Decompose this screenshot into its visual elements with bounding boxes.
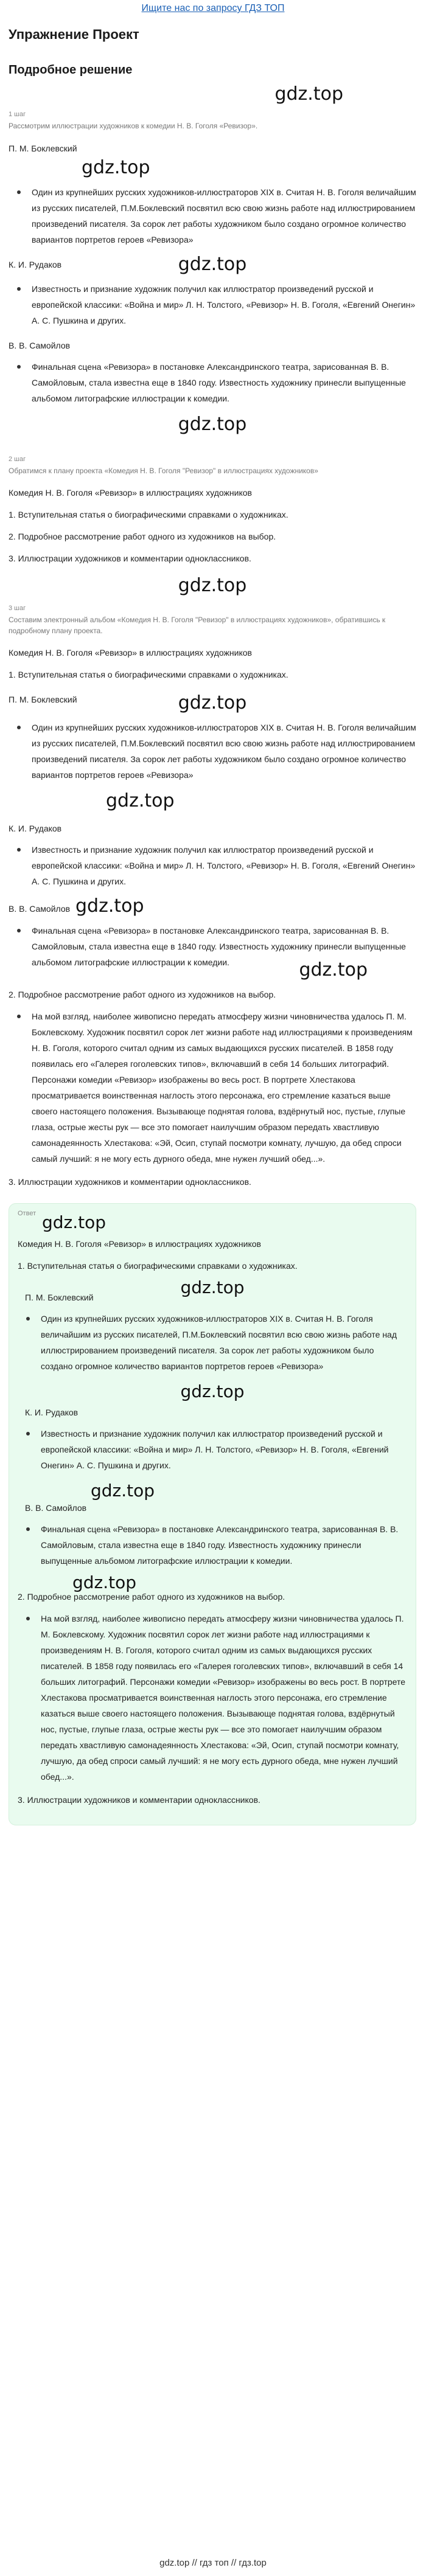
answer-heading: Комедия Н. В. Гоголя «Ревизор» в иллюстрациях художников	[18, 1239, 261, 1249]
watermark: gdz.top	[72, 1572, 137, 1592]
artist-bio: Один из крупнейших русских художников-иллюстраторов XIX в. Считая Н. В. Гоголя величайшим из русских писателей, П.М.Боклевский посвятил всю свою жизнь работе над иллюстрированием произведений писателя. За сорок лет работы художником было создано огромное количество вариантов портретов героев «Ревизора»	[9, 720, 416, 783]
artist-name: К. И. Рудаков	[25, 1408, 79, 1417]
album-item: 2. Подробное рассмотрение работ одного из художников на выбор.	[9, 990, 276, 999]
artist-name: П. М. Боклевский	[25, 1293, 94, 1302]
plan-heading: Комедия Н. В. Гоголя «Ревизор» в иллюстрациях художников	[9, 488, 252, 498]
artist-bio: Финальная сцена «Ревизора» в постановке Александринского театра, зарисованная В. В. Самойловым, стала известна еще в 1840 году. Известность художнику принесли выпущенные альбомом литографские иллюстрации к комедии.	[9, 359, 416, 406]
watermark: gdz.top	[178, 575, 247, 596]
artist-name: В. В. Самойлов	[9, 341, 71, 350]
watermark: gdz.top	[178, 254, 247, 275]
watermark: gdz.top	[106, 790, 175, 811]
artist-bio: Финальная сцена «Ревизора» в постановке Александринского театра, зарисованная В. В. Самойловым, стала известна еще в 1840 году. Известность художнику принесли выпущенные альбомом литографские иллюстрации к комедии.	[18, 1521, 407, 1569]
step-2-description: Обратимся к плану проекта «Комедия Н. В. Гоголя "Ревизор" в иллюстрациях художников»	[9, 467, 318, 475]
watermark: gdz.top	[178, 414, 247, 435]
watermark: gdz.top	[75, 895, 144, 917]
artist-name: К. И. Рудаков	[9, 824, 62, 833]
plan-item: 2. Подробное рассмотрение работ одного из художников на выбор.	[9, 532, 276, 541]
album-item: 1. Вступительная статья о биографическими справками о художниках.	[9, 670, 288, 679]
answer-item: 2. Подробное рассмотрение работ одного из художников на выбор.	[18, 1592, 285, 1602]
plan-item: 1. Вступительная статья о биографическими справками о художниках.	[9, 510, 288, 519]
artist-bio: Финальная сцена «Ревизора» в постановке Александринского театра, зарисованная В. В. Самойловым, стала известна еще в 1840 году. Известность художнику принесли выпущенные альбомом литографские иллюстрации к комедии.	[9, 923, 416, 970]
detail-text: На мой взгляд, наиболее живописно передать атмосферу жизни чиновничества удалось П. М. Боклевскому. Художник посвятил сорок лет жизни работе над иллюстрациями к произведениям Н. В. Гоголя, которого считал одним из самых выдающихся русских писателей. В 1858 году появилась его «Галерея гоголевских типов», включавший в себя 14 больших литографий. Персонажи комедии «Ревизор» изображены во весь рост. В портрете Хлестакова просматривается воинственная наглость этого персонажа, его стремление казаться выше своего настоящего положения. Вызывающе поднятая голова, вздёрнутый нос, пустые, глупые глаза, острые жесты рук — все это помогает наилучшим образом передать хвастливую самонадеянность Хлестакова: «Эй, Осип, ступай посмотри комнату, лучшую, да обед спроси самый лучший: я не могу есть дурного обеда, мне нужен лучший обед...».	[9, 1009, 416, 1167]
plan-item: 3. Иллюстрации художников и комментарии одноклассников.	[9, 554, 251, 563]
detail-text: На мой взгляд, наиболее живописно передать атмосферу жизни чиновничества удалось П. М. Боклевскому. Художник посвятил сорок лет жизни работе над иллюстрациями к произведениям Н. В. Гоголя, которого считал одним из самых выдающихся русских писателей. В 1858 году появилась его «Галерея гоголевских типов», включавший в себя 14 больших литографий. Персонажи комедии «Ревизор» изображены во весь рост. В портрете Хлестакова просматривается воинственная наглость этого персонажа, его стремление казаться выше своего настоящего положения. Вызывающе поднятая голова, вздёрнутый нос, пустые, глупые глаза, острые жесты рук — все это помогает наилучшим образом передать хвастливую самонадеянность Хлестакова: «Эй, Осип, ступай посмотри комнату, лучшую, да обед спроси самый лучший: я не могу есть дурного обеда, мне нужен лучший обед...».	[18, 1611, 407, 1785]
album-item: 3. Иллюстрации художников и комментарии одноклассников.	[9, 1177, 251, 1187]
watermark: gdz.top	[82, 157, 150, 178]
artist-name: К. И. Рудаков	[9, 260, 62, 269]
artist-name: П. М. Боклевский	[9, 144, 77, 153]
artist-bio: Один из крупнейших русских художников-иллюстраторов XIX в. Считая Н. В. Гоголя величайшим из русских писателей, П.М.Боклевский посвятил всю свою жизнь работе над иллюстрированием произведений писателя. За сорок лет работы художником было создано огромное количество вариантов портретов героев «Ревизора»	[9, 184, 416, 248]
watermark: gdz.top	[180, 1381, 245, 1401]
answer-block	[9, 1203, 416, 1825]
album-heading: Комедия Н. В. Гоголя «Ревизор» в иллюстрациях художников	[9, 648, 252, 658]
page-content	[9, 23, 416, 1825]
step-1-description: Рассмотрим иллюстрации художников к комедии Н. В. Гоголя «Ревизор».	[9, 122, 258, 130]
section-title: Подробное решение	[9, 63, 133, 77]
artist-name: П. М. Боклевский	[9, 695, 77, 704]
top-banner-link[interactable]: Ищите нас по запросу ГДЗ ТОП	[141, 3, 285, 13]
artist-name: В. В. Самойлов	[25, 1503, 87, 1513]
step-1-label: 1 шаг	[9, 111, 26, 118]
artist-bio: Известность и признание художник получил как иллюстратор произведений русской и европейской классики: «Война и мир» Л. Н. Толстого, «Ревизор» Н. В. Гоголя, «Евгений Онегин» А. С. Пушкина и других.	[9, 842, 416, 889]
watermark: gdz.top	[42, 1212, 106, 1232]
footer-watermark: gdz.top // гдз топ // гдз.top	[159, 2558, 267, 2568]
watermark: gdz.top	[178, 692, 247, 713]
artist-name: В. В. Самойлов	[9, 904, 71, 914]
answer-item: 3. Иллюстрации художников и комментарии одноклассников.	[18, 1795, 260, 1805]
artist-bio: Известность и признание художник получил как иллюстратор произведений русской и европейской классики: «Война и мир» Л. Н. Толстого, «Ревизор» Н. В. Гоголя, «Евгений Онегин» А. С. Пушкина и других.	[9, 281, 416, 328]
step-3-description: Составим электронный альбом «Комедия Н. В. Гоголя "Ревизор" в иллюстрациях художников», обратившись к подробному плану проекта.	[9, 616, 386, 635]
answer-item: 1. Вступительная статья о биографическими справками о художниках.	[18, 1261, 298, 1271]
answer-label: Ответ	[18, 1210, 37, 1217]
watermark: gdz.top	[274, 83, 343, 105]
page-title: Упражнение Проект	[9, 27, 139, 42]
artist-bio: Известность и признание художник получил как иллюстратор произведений русской и европейской классики: «Война и мир» Л. Н. Толстого, «Ревизор» Н. В. Гоголя, «Евгений Онегин» А. С. Пушкина и других.	[18, 1426, 407, 1473]
step-2-label: 2 шаг	[9, 456, 26, 463]
watermark: gdz.top	[299, 959, 368, 981]
watermark: gdz.top	[91, 1481, 155, 1501]
watermark: gdz.top	[180, 1277, 245, 1297]
artist-bio: Один из крупнейших русских художников-иллюстраторов XIX в. Считая Н. В. Гоголя величайшим из русских писателей, П.М.Боклевский посвятил всю свою жизнь работе над иллюстрированием произведений писателя. За сорок лет работы художником было создано огромное количество вариантов портретов героев «Ревизора»	[18, 1311, 407, 1374]
step-3-label: 3 шаг	[9, 605, 26, 612]
